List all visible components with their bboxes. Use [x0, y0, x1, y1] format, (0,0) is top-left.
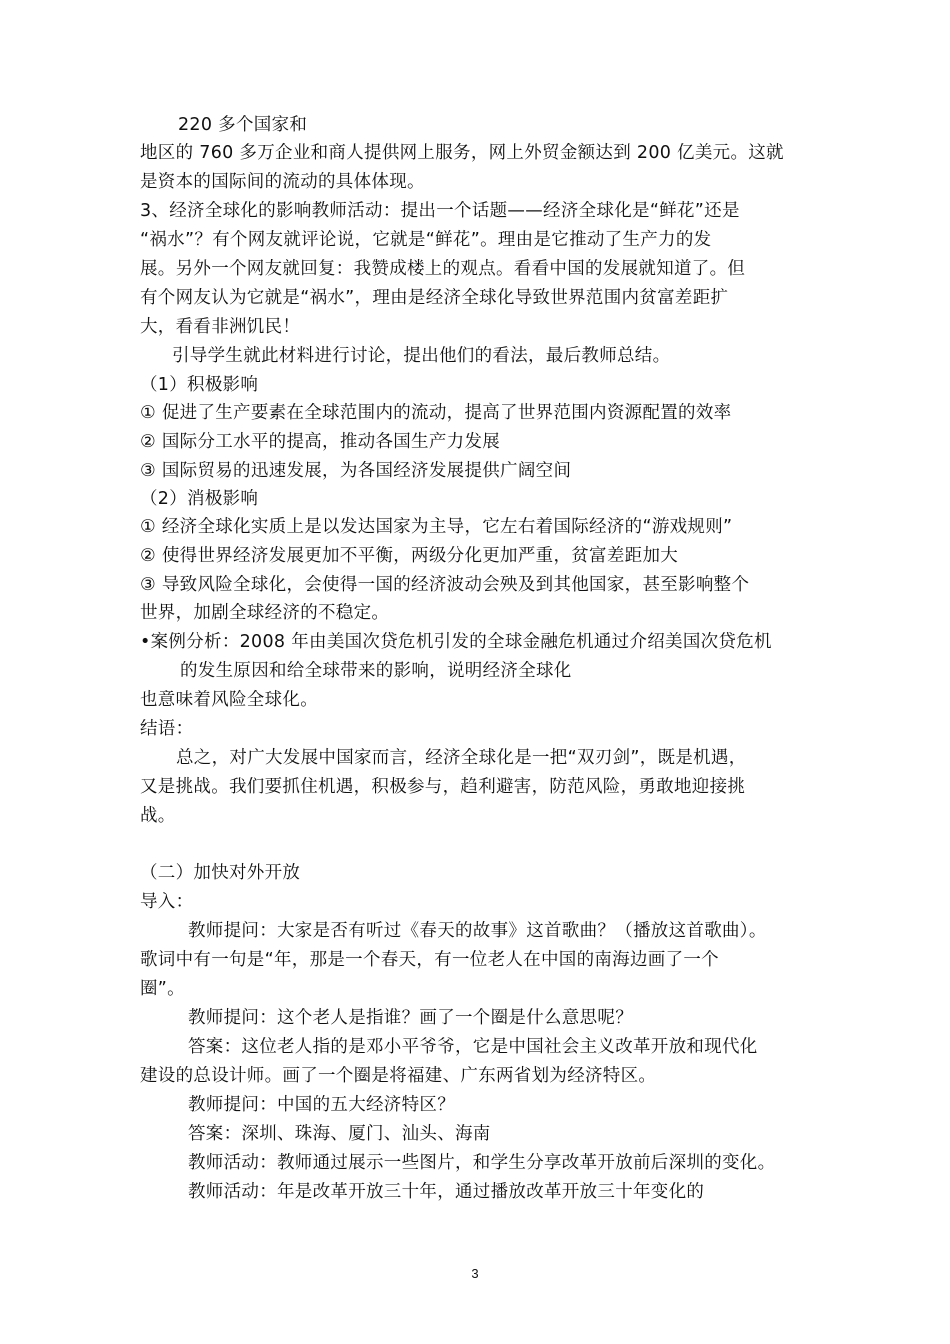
- text-line: 世界，加剧全球经济的不稳定。: [140, 603, 390, 623]
- text-line: 建设的总设计师。画了一个圈是将福建、广东两省划为经济特区。: [140, 1066, 657, 1086]
- text-line: 教师提问：大家是否有听过《春天的故事》这首歌曲？（播放这首歌曲）。: [188, 921, 767, 941]
- section-heading: （二）加快对外开放: [140, 863, 301, 883]
- list-item: ② 使得世界经济发展更加不平衡，两级分化更加严重，贫富差距加大: [140, 546, 679, 566]
- text-line: 答案：这位老人指的是邓小平爷爷，它是中国社会主义改革开放和现代化: [188, 1037, 758, 1057]
- text-line: 总之，对广大发展中国家而言，经济全球化是一把“双刃剑”，既是机遇，: [176, 748, 747, 768]
- text-line: 是资本的国际间的流动的具体体现。: [140, 172, 425, 192]
- text-line: •案例分析：2008 年由美国次贷危机引发的全球金融危机通过介绍美国次贷危机: [140, 632, 772, 652]
- text-line: 教师活动：教师通过展示一些图片，和学生分享改革开放前后深圳的变化。: [188, 1153, 776, 1173]
- text-line: 220 多个国家和: [178, 115, 308, 135]
- list-item: ① 经济全球化实质上是以发达国家为主导，它左右着国际经济的“游戏规则”: [140, 517, 733, 537]
- text-line: 引导学生就此材料进行讨论，提出他们的看法，最后教师总结。: [172, 346, 671, 366]
- list-item: ③ 国际贸易的迅速发展，为各国经济发展提供广阔空间: [140, 461, 572, 481]
- text-line: 教师提问：中国的五大经济特区？: [188, 1095, 455, 1115]
- text-line: 地区的 760 多万企业和商人提供网上服务，网上外贸金额达到 200 亿美元。这就: [140, 143, 784, 163]
- text-line: 大，看看非洲饥民！: [140, 317, 301, 337]
- text-line: 歌词中有一句是“年，那是一个春天，有一位老人在中国的南海边画了一个: [140, 950, 719, 970]
- text-line: 教师提问：这个老人是指谁？画了一个圈是什么意思呢？: [188, 1008, 633, 1028]
- subheading: （1）积极影响: [140, 375, 259, 395]
- list-item: ① 促进了生产要素在全球范围内的流动，提高了世界范围内资源配置的效率: [140, 403, 732, 423]
- section-heading: 3、经济全球化的影响教师活动：提出一个话题——经济全球化是“鲜花”还是: [140, 201, 740, 221]
- text-line: 展。另外一个网友就回复：我赞成楼上的观点。看看中国的发展就知道了。但: [140, 259, 746, 279]
- list-item: ③ 导致风险全球化，会使得一国的经济波动会殃及到其他国家，甚至影响整个: [140, 575, 750, 595]
- text-line: 有个网友认为它就是“祸水”，理由是经济全球化导致世界范围内贫富差距扩: [140, 288, 729, 308]
- page-number: 3: [471, 1266, 479, 1281]
- text-line: 又是挑战。我们要抓住机遇，积极参与，趋利避害，防范风险，勇敢地迎接挑: [140, 777, 746, 797]
- subheading: （2）消极影响: [140, 489, 259, 509]
- subheading: 导入：: [140, 892, 194, 912]
- text-line: 圈”。: [140, 979, 185, 999]
- text-line: “祸水”？有个网友就评论说，它就是“鲜花”。理由是它推动了生产力的发: [140, 230, 712, 250]
- text-line: 战。: [140, 806, 176, 826]
- text-line: 教师活动：年是改革开放三十年，通过播放改革开放三十年变化的: [188, 1182, 705, 1202]
- subheading: 结语：: [140, 719, 194, 739]
- text-line: 也意味着风险全球化。: [140, 690, 318, 710]
- text-line: 的发生原因和给全球带来的影响，说明经济全球化: [180, 661, 572, 681]
- list-item: ② 国际分工水平的提高，推动各国生产力发展: [140, 432, 501, 452]
- text-line: 答案：深圳、珠海、厦门、汕头、海南: [188, 1124, 491, 1144]
